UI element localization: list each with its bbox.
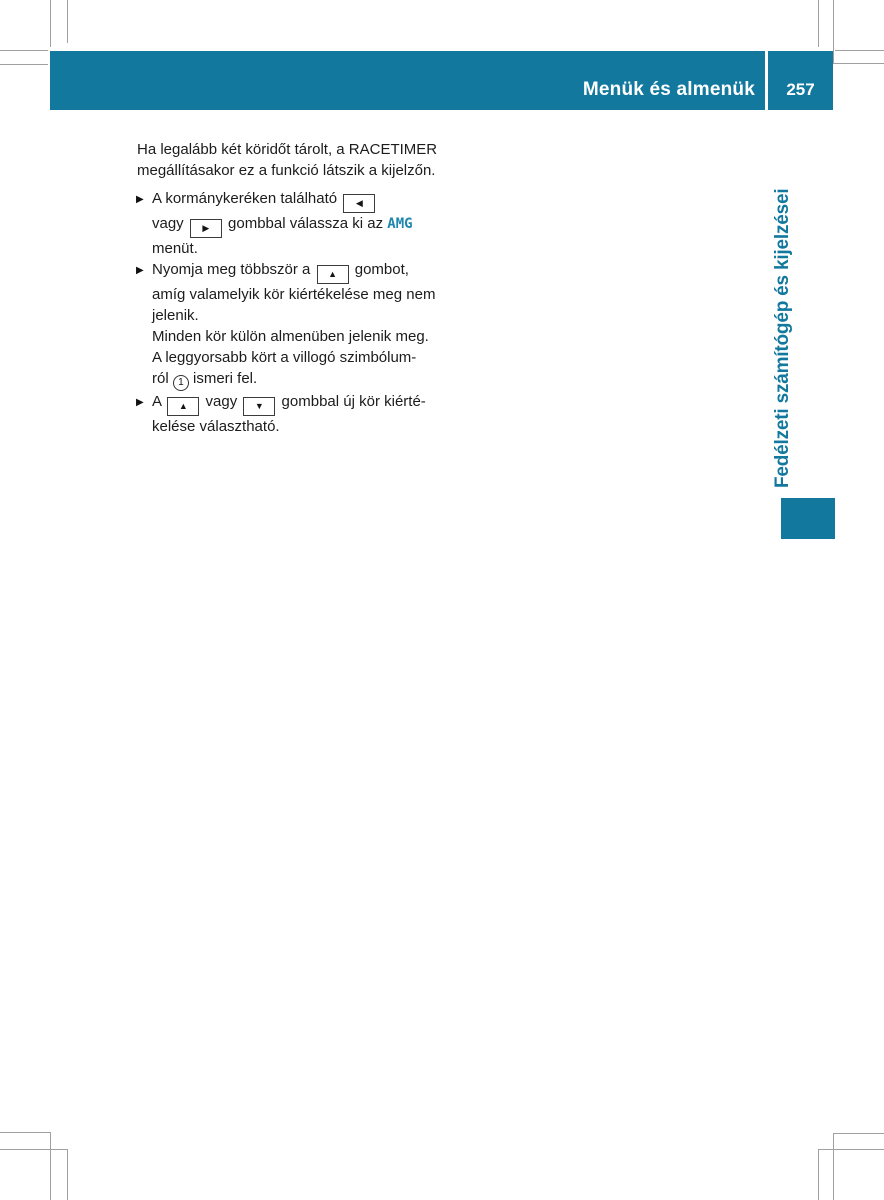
text-run: A xyxy=(152,393,166,410)
bullet-icon: ▶ xyxy=(136,397,144,408)
body-text xyxy=(137,139,485,437)
arrow-right-button-icon: ▶ xyxy=(190,219,222,238)
text-run: ismeri fel. xyxy=(188,370,258,387)
text-run: A kormánykeréken található xyxy=(152,190,342,207)
arrow-down-button-icon: ▼ xyxy=(243,397,275,416)
arrow-up-button-icon: ▲ xyxy=(317,265,349,284)
chapter-tab-label: Fedélzeti számítógép és kijelzései xyxy=(772,188,793,488)
crop-mark xyxy=(67,1149,68,1200)
text-run: ról xyxy=(152,370,173,387)
text-run: gombbal új kör kiérté- xyxy=(277,393,426,410)
crop-mark xyxy=(0,50,48,51)
menu-name-text: AMG xyxy=(387,216,413,232)
page-title: Menük és almenük xyxy=(50,51,765,110)
crop-mark xyxy=(833,63,884,64)
bullet-icon: ▶ xyxy=(136,265,144,276)
crop-mark xyxy=(818,0,819,47)
list-item xyxy=(137,391,485,437)
crop-mark xyxy=(50,1132,51,1200)
crop-mark xyxy=(818,1149,819,1200)
list-item xyxy=(137,188,485,259)
text-run: amíg valamelyik kör kiértékelése meg nem xyxy=(152,286,436,303)
crop-mark xyxy=(0,1132,51,1133)
text-run: gombot, xyxy=(350,261,409,278)
text-run: A leggyorsabb kört a villogó szimbólum- xyxy=(152,349,417,366)
page-number: 257 xyxy=(768,51,833,110)
crop-mark xyxy=(67,0,68,43)
text-run: Minden kör külön almenüben jelenik meg. xyxy=(152,328,429,345)
crop-mark xyxy=(0,64,48,65)
crop-mark xyxy=(818,1149,884,1150)
crop-mark xyxy=(833,1133,884,1134)
text-run: kelése választható. xyxy=(152,418,280,435)
crop-mark xyxy=(833,0,834,63)
chapter-tab-square xyxy=(781,498,835,539)
text-run: jelenik. xyxy=(152,307,199,324)
text-run: gombbal válassza ki az xyxy=(223,215,388,232)
text-run: menüt. xyxy=(152,240,198,257)
text-run: vagy xyxy=(152,215,188,232)
crop-mark xyxy=(833,1133,834,1200)
arrow-up-button-icon: ▲ xyxy=(167,397,199,416)
bullet-icon: ▶ xyxy=(136,194,144,205)
circled-number-icon: 1 xyxy=(173,375,189,391)
crop-mark xyxy=(0,1149,68,1150)
instruction-list xyxy=(137,188,485,437)
text-run: vagy xyxy=(201,393,242,410)
crop-mark xyxy=(50,0,51,47)
crop-mark xyxy=(835,50,884,51)
intro-paragraph: Ha legalább két köridőt tárolt, a RACETIMER megállításakor ez a funkció látszik a kijelzőn. xyxy=(137,141,438,179)
page-header-bar xyxy=(50,51,833,110)
arrow-left-button-icon: ◀ xyxy=(343,194,375,213)
text-run: Nyomja meg többször a xyxy=(152,261,315,278)
list-item xyxy=(137,259,485,391)
